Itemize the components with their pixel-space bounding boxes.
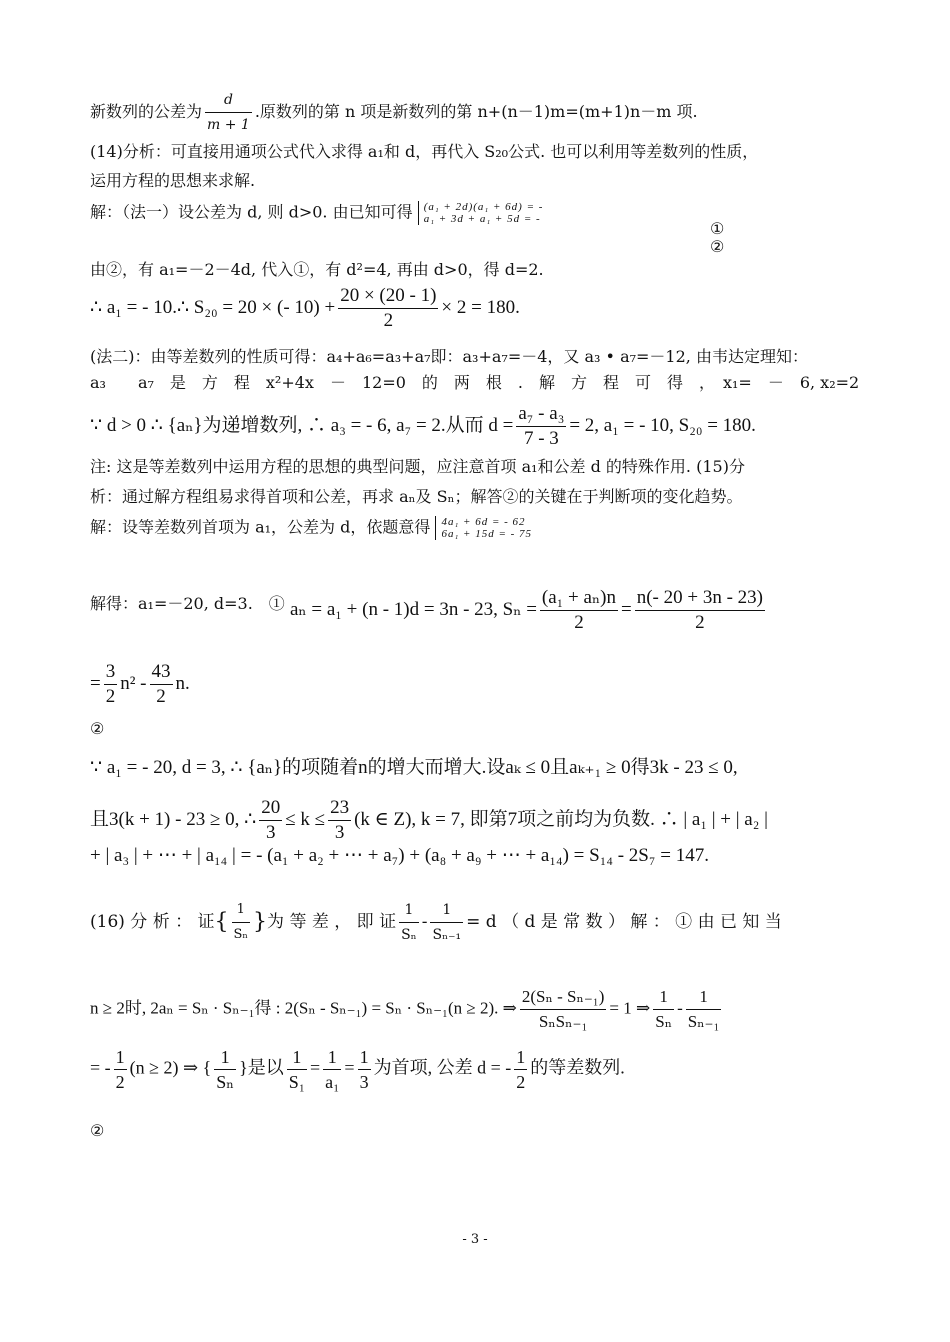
- fraction: [358, 1045, 371, 1094]
- denominator: Sₙ₋₁: [687, 1012, 720, 1031]
- denominator: 2: [695, 612, 705, 633]
- numerator: 2(Sₙ - Sₙ₋₁): [520, 985, 607, 1010]
- math-line: [90, 402, 756, 451]
- text-fragment: (16) 分 析 ： 证: [90, 912, 215, 932]
- denominator: m + 1: [207, 117, 250, 133]
- denominator: Sₙ₋₁: [432, 927, 462, 943]
- math-fragment: ∴ a₁ = - 10.∴ S₂₀ = 20 × (- 10) +: [90, 296, 336, 318]
- text-line: a₃ a₇ 是 方 程 x²+4x － 12=0 的 两 根 . 解 方 程 可 得 ， x₁= － 6, x₂=2: [90, 373, 860, 392]
- circled-number: ①: [710, 219, 725, 238]
- math-fragment: = 2, a₁ = - 10, S₂₀ = 180.: [569, 414, 756, 436]
- numerator: 20: [259, 796, 282, 821]
- math-fragment: =: [344, 1057, 355, 1078]
- fraction: [214, 1045, 236, 1094]
- math-fragment: × 2 = 180.: [441, 296, 520, 318]
- denominator: 2: [105, 686, 116, 707]
- equation-system: [418, 201, 544, 225]
- numerator: 1: [653, 985, 674, 1010]
- denominator: 2: [156, 686, 166, 707]
- text-fragment: .原数列的第 n 项是新数列的第 n+(n－1)m=(m+1)n－m 项.: [254, 102, 698, 121]
- math-fragment: 的等差数列.: [530, 1057, 625, 1078]
- circled-number: ②: [710, 237, 725, 256]
- numerator: n(- 20 + 3n - 23): [635, 586, 765, 611]
- fraction: [328, 796, 351, 845]
- math-line: [290, 586, 768, 635]
- denominator: a₁: [325, 1072, 340, 1092]
- fraction: [338, 284, 438, 333]
- text-fragment: 解：（法一）设公差为 d, 则 d>0. 由已知可得: [90, 202, 413, 222]
- fraction: [104, 660, 118, 709]
- denominator: S₁: [288, 1072, 305, 1092]
- numerator: 1: [323, 1045, 341, 1070]
- denominator: 2: [516, 1072, 526, 1092]
- fraction: [287, 1045, 307, 1094]
- numerator: d: [205, 88, 252, 113]
- numerator: 1: [430, 898, 463, 923]
- math-fragment: n² -: [120, 672, 147, 694]
- denominator: 3: [265, 822, 276, 843]
- math-fragment: = -: [90, 1057, 111, 1078]
- math-fragment: =: [621, 598, 632, 620]
- fraction: [150, 660, 173, 709]
- math-fragment: ≤ k ≤: [285, 808, 326, 830]
- fraction: [399, 898, 419, 947]
- denominator: 3: [359, 1072, 369, 1092]
- numerator: 3: [104, 660, 118, 685]
- equation-row: 6a₁ + 15d = - 75: [441, 528, 533, 540]
- text-line: 析：通过解方程组易求得首项和公差，再求 aₙ及 Sₙ；解答②的关键在于判断项的变化趋势。: [90, 487, 743, 506]
- math-line: [90, 660, 190, 709]
- math-fragment: }是以: [239, 1057, 284, 1078]
- math-fragment: n.: [175, 672, 190, 694]
- numerator: 1: [514, 1045, 527, 1070]
- math-fragment: 且3(k + 1) - 23 ≥ 0, ∴: [90, 808, 257, 830]
- denominator: SₙSₙ₋₁: [538, 1012, 588, 1031]
- text-line: [90, 516, 532, 540]
- denominator: Sₙ: [401, 927, 417, 943]
- numerator: 1: [686, 985, 722, 1010]
- denominator: 3: [334, 822, 345, 843]
- numerator: 20 × (20 - 1): [338, 284, 438, 309]
- fraction: [205, 88, 252, 137]
- text-line: 注: 这是等差数列中运用方程的思想的典型问题，应注意首项 a₁和公差 d 的特殊作用. (15)分: [90, 457, 745, 476]
- numerator: 1: [287, 1045, 307, 1070]
- numerator: (a₁ + aₙ)n: [540, 586, 618, 611]
- text-line: (法二)：由等差数列的性质可得：a₄+a₆=a₃+a₇即：a₃+a₇=－4，又 a₃ • a₇=－12, 由韦达定理知：: [90, 347, 808, 366]
- text-line: [90, 201, 543, 225]
- fraction: [259, 796, 282, 845]
- text-line: 解得：a₁=－20, d=3. ①: [90, 594, 285, 613]
- numerator: 1: [399, 898, 419, 923]
- text-fragment: 为 等 差 ， 即 证: [267, 912, 397, 932]
- math-fragment: (n ≥ 2) ⇒ {: [129, 1057, 212, 1078]
- equation-row: a₁ + 3d + a₁ + 5d = -: [423, 213, 541, 225]
- text-line: (14)分析：可直接用通项公式代入求得 a₁和 d，再代入 S₂₀公式. 也可以利用等差数列的性质，: [90, 142, 759, 161]
- numerator: 1: [358, 1045, 371, 1070]
- math-fragment: 为首项, 公差 d = -: [373, 1057, 512, 1078]
- text-fragment: = d （ d 是 常 数 ） 解 ： ① 由 已 知 当: [466, 912, 782, 932]
- fraction: [323, 1045, 341, 1094]
- math-line: [90, 796, 768, 845]
- fraction: [114, 1045, 127, 1094]
- math-fragment: -: [421, 912, 428, 932]
- numerator: a₇ - a₃: [516, 402, 566, 427]
- denominator: 7 - 3: [523, 428, 559, 449]
- numerator: 1: [232, 898, 251, 923]
- math-line: [90, 284, 520, 333]
- text-fragment: 新数列的公差为: [90, 102, 203, 121]
- math-fragment: ∵ d > 0 ∴ {aₙ}为递增数列, ∴ a₃ = - 6, a₇ = 2.从而 d =: [90, 414, 514, 436]
- fraction: [516, 402, 566, 451]
- fraction: [430, 898, 463, 947]
- denominator: 2: [383, 310, 394, 331]
- fraction: [520, 985, 607, 1034]
- math-line: [90, 985, 724, 1034]
- denominator: 2: [115, 1072, 125, 1092]
- fraction: [514, 1045, 527, 1094]
- numerator: 1: [114, 1045, 127, 1070]
- math-fragment: = 1 ⇒: [609, 998, 651, 1018]
- math-line: [90, 1045, 625, 1094]
- math-fragment: (k ∈ Z), k = 7, 即第7项之前均为负数. ∴ | a₁ | + | a₂ |: [354, 808, 768, 830]
- text-line: (16) 分 析 ： 证{ $\frac{1}{\text{Sₙ}}$ }为 等 差 ， 即 证 $\frac{1}{\text{Sₙ}}$ - $\frac{1}{\text{Sₙ₋₁}}$ = d （ d 是 常 数 ） 解 ： ① 由 已 知 当: [90, 898, 782, 947]
- text-fragment: 解：设等差数列首项为 a₁，公差为 d，依题意得: [90, 517, 431, 537]
- denominator: Sₙ: [216, 1072, 235, 1092]
- fraction: [540, 586, 618, 635]
- circled-number: ②: [90, 1121, 105, 1140]
- text-line: 由②，有 a₁=－2－4d, 代入①，有 d²=4, 再由 d>0，得 d=2.: [90, 260, 544, 279]
- math-line: ∵ a₁ = - 20, d = 3, ∴ {aₙ}的项随着n的增大而增大.设aₖ ≤ 0且aₖ₊₁ ≥ 0得3k - 23 ≤ 0,: [90, 757, 738, 778]
- numerator: 43: [150, 660, 173, 685]
- fraction: [686, 985, 722, 1034]
- text-line: 运用方程的思想来求解.: [90, 171, 256, 190]
- equation-row: (a₁ + 2d)(a₁ + 6d) = -: [423, 201, 544, 213]
- fraction: [635, 586, 765, 635]
- equation-row: 4a₁ + 6d = - 62: [441, 516, 526, 528]
- fraction: [653, 985, 674, 1034]
- denominator: Sₙ: [655, 1012, 673, 1031]
- numerator: 23: [328, 796, 351, 821]
- text-line: [90, 88, 698, 137]
- math-line: + | a₃ | + ⋯ + | a₁₄ | = - (a₁ + a₂ + ⋯ + a₇) + (a₈ + a₉ + ⋯ + a₁₄) = S₁₄ - 2S₇ = 147.: [90, 845, 709, 866]
- math-fragment: =: [90, 672, 101, 694]
- math-fragment: aₙ = a₁ + (n - 1)d = 3n - 23, Sₙ =: [290, 598, 537, 620]
- denominator: Sₙ: [233, 927, 249, 942]
- denominator: 2: [574, 612, 584, 633]
- numerator: 1: [214, 1045, 236, 1070]
- math-fragment: -: [677, 998, 683, 1018]
- math-fragment: =: [310, 1057, 321, 1078]
- equation-system: [435, 516, 532, 540]
- page-number: - 3 -: [462, 1232, 488, 1247]
- circled-number: ②: [90, 719, 105, 738]
- math-fragment: n ≥ 2时, 2aₙ = Sₙ · Sₙ₋₁得 : 2(Sₙ - Sₙ₋₁) = Sₙ · Sₙ₋₁(n ≥ 2). ⇒: [90, 998, 517, 1018]
- fraction: [232, 898, 251, 947]
